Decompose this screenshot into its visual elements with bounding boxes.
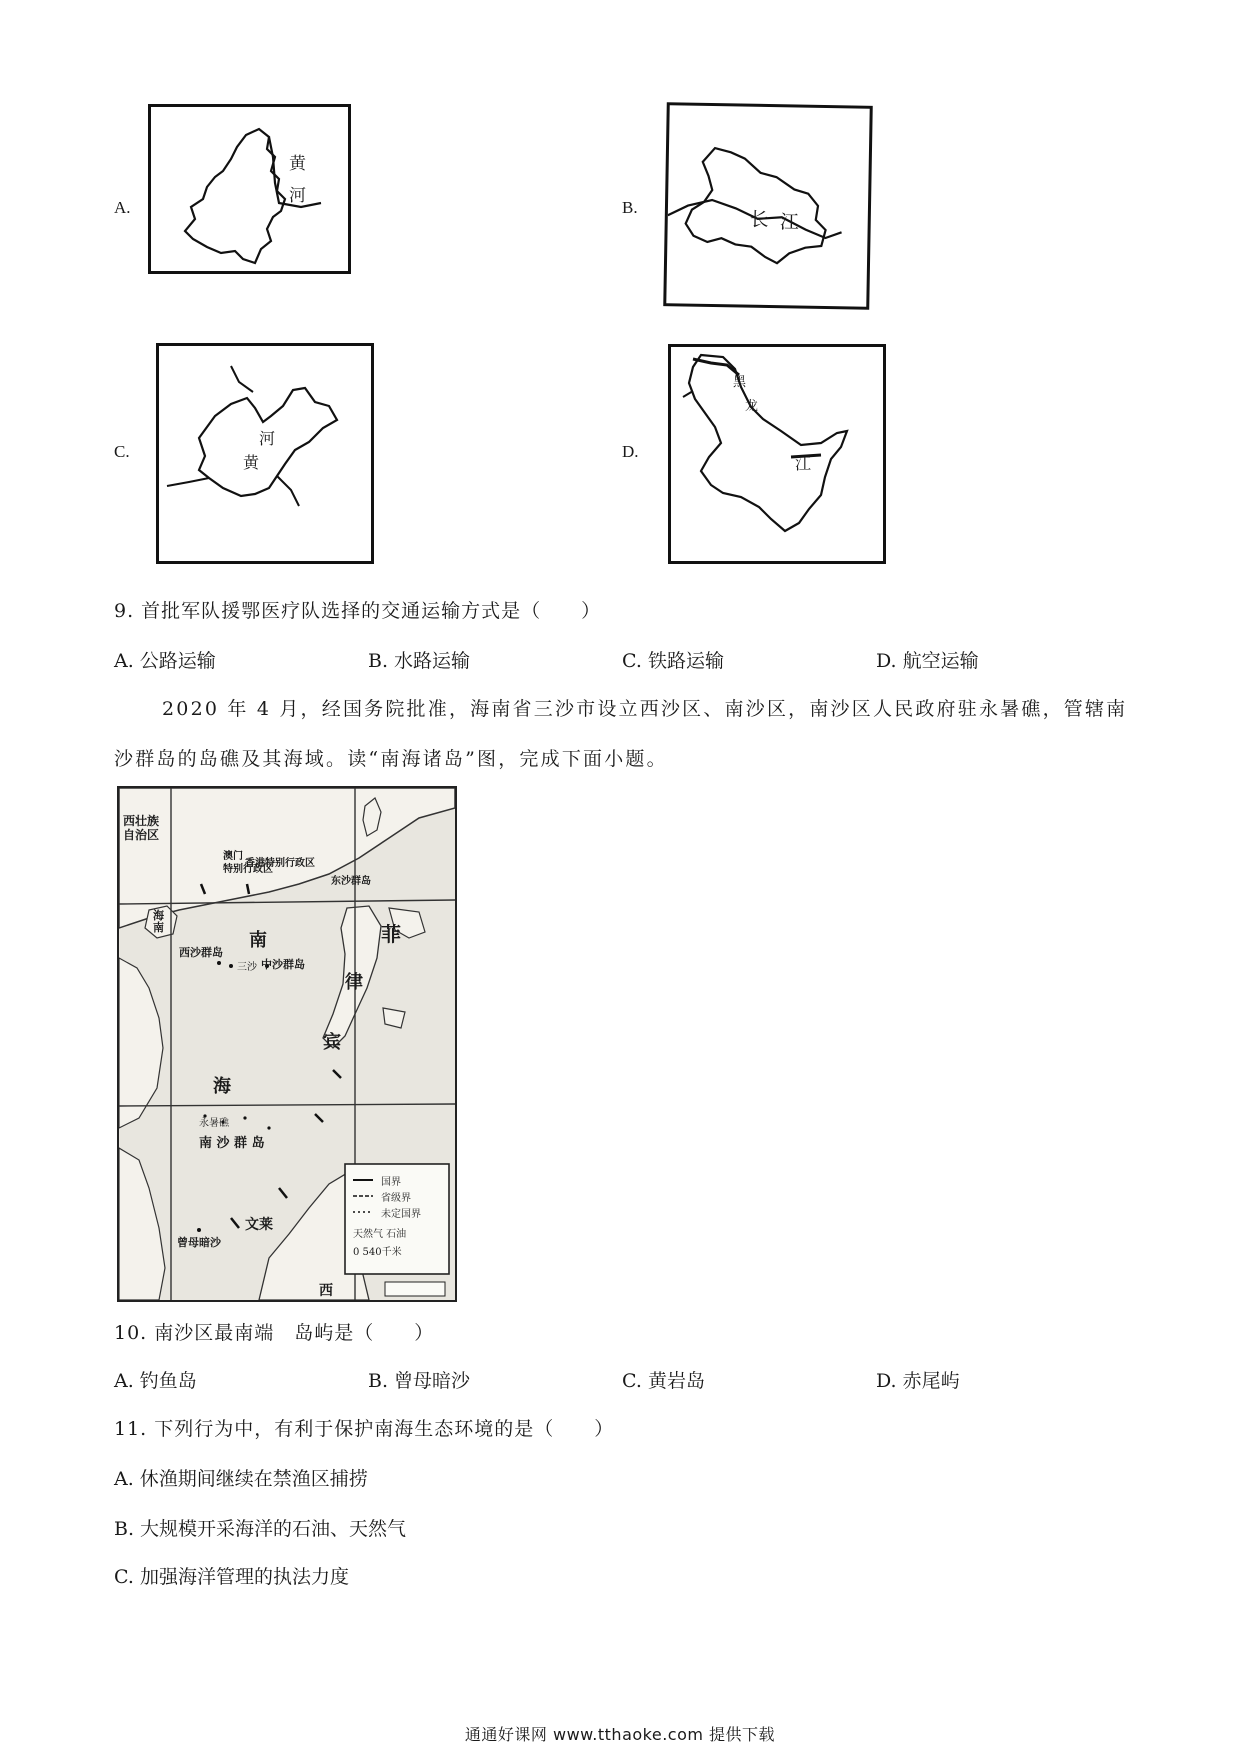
map-label-hongkong: 香港特别行政区: [245, 858, 315, 869]
q11-stem: 11. 下列行为中，有利于保护南海生态环境的是（ ）: [114, 1418, 615, 1440]
map-label-zhongsha: 中沙群岛: [261, 958, 305, 971]
map-d-label-hei: 黑: [733, 375, 747, 390]
map-label-dongsha: 东沙群岛: [331, 876, 371, 887]
q11-choice-c[interactable]: C. 加强海洋管理的执法力度: [114, 1566, 349, 1588]
q9-choice-c[interactable]: C. 铁路运输: [622, 650, 724, 672]
map-label-bin: 宾: [323, 1032, 341, 1053]
option-c-map: [156, 343, 374, 564]
page-footer: 通通好课网 www.tthaoke.com 提供下载: [464, 1725, 776, 1744]
q11-choice-b[interactable]: B. 大规模开采海洋的石油、天然气: [114, 1518, 407, 1540]
q9-choice-a[interactable]: A. 公路运输: [114, 650, 216, 672]
map-label-fei: 菲: [381, 922, 401, 946]
map-label-yongshu: 永暑礁: [199, 1118, 229, 1129]
province-outline-d: [671, 347, 883, 561]
q10-choice-b[interactable]: B. 曾母暗沙: [368, 1370, 471, 1392]
option-b-label: B.: [622, 198, 638, 217]
legend-item-undetermined: 未定国界: [381, 1209, 421, 1220]
q11-choice-a[interactable]: A. 休渔期间继续在禁渔区捕捞: [114, 1468, 368, 1490]
q9-choice-b[interactable]: B. 水路运输: [368, 650, 471, 672]
province-outline-a: [151, 107, 348, 271]
map-a-label-he: 河: [289, 186, 306, 206]
option-c-label: C.: [114, 442, 130, 461]
map-label-lv: 律: [345, 972, 363, 993]
map-c-label-huang: 黄: [243, 453, 260, 472]
map-d-label-jiang: 江: [795, 454, 812, 473]
q10-choice-a[interactable]: A. 钓鱼岛: [114, 1370, 197, 1392]
q9-choice-d[interactable]: D. 航空运输: [876, 650, 979, 672]
legend-item-resources: 天然气 石油: [353, 1229, 407, 1240]
option-d-label: D.: [622, 442, 639, 461]
province-outline-c: [159, 346, 371, 561]
q10-stem: 10. 南沙区最南端 岛屿是（ ）: [114, 1322, 435, 1344]
option-a-map: [148, 104, 351, 274]
passage-line-2: 沙群岛的岛礁及其海域。读“南海诸岛”图，完成下面小题。: [114, 748, 668, 770]
passage-line-1: 2020 年 4 月，经国务院批准，海南省三沙市设立西沙区、南沙区，南沙区人民政府驻永暑礁，管辖南: [162, 698, 1128, 720]
map-b-label-jiang: 江: [779, 211, 799, 234]
q10-choice-d[interactable]: D. 赤尾屿: [876, 1370, 960, 1392]
map-b-label-chang: 长: [749, 208, 769, 232]
q10-choice-c[interactable]: C. 黄岩岛: [622, 1370, 705, 1392]
map-label-wenlai: 文莱: [245, 1217, 273, 1233]
south-china-sea-map: [117, 786, 457, 1302]
map-label-zengmu: 曾母暗沙: [177, 1236, 221, 1249]
map-d-label-long: 龙: [745, 399, 759, 414]
option-d-map: [668, 344, 886, 564]
map-label-nansha: 南 沙 群 岛: [199, 1136, 265, 1151]
q9-stem: 9. 首批军队援鄂医疗队选择的交通运输方式是（ ）: [114, 600, 602, 622]
map-label-guangxi: 西壮族 自治区: [123, 814, 160, 842]
option-b-map: [663, 102, 873, 310]
map-label-hainan: 海 南: [153, 909, 164, 934]
legend-item-border: 国界: [381, 1177, 401, 1188]
legend-item-province: 省级界: [381, 1193, 411, 1204]
option-a-label: A.: [114, 198, 131, 217]
map-label-xi: 西: [319, 1283, 333, 1299]
map-label-hai: 海: [213, 1076, 231, 1097]
map-label-macau: 澳门 特别行政区: [223, 851, 273, 875]
map-a-label-huang: 黄: [289, 154, 306, 174]
map-label-nan: 南: [249, 930, 267, 951]
legend-scale: 0 540千米: [353, 1247, 402, 1258]
map-c-label-he: 河: [259, 429, 276, 448]
map-label-xisha: 西沙群岛: [179, 946, 223, 959]
map-label-sansha: 三沙: [237, 962, 257, 973]
